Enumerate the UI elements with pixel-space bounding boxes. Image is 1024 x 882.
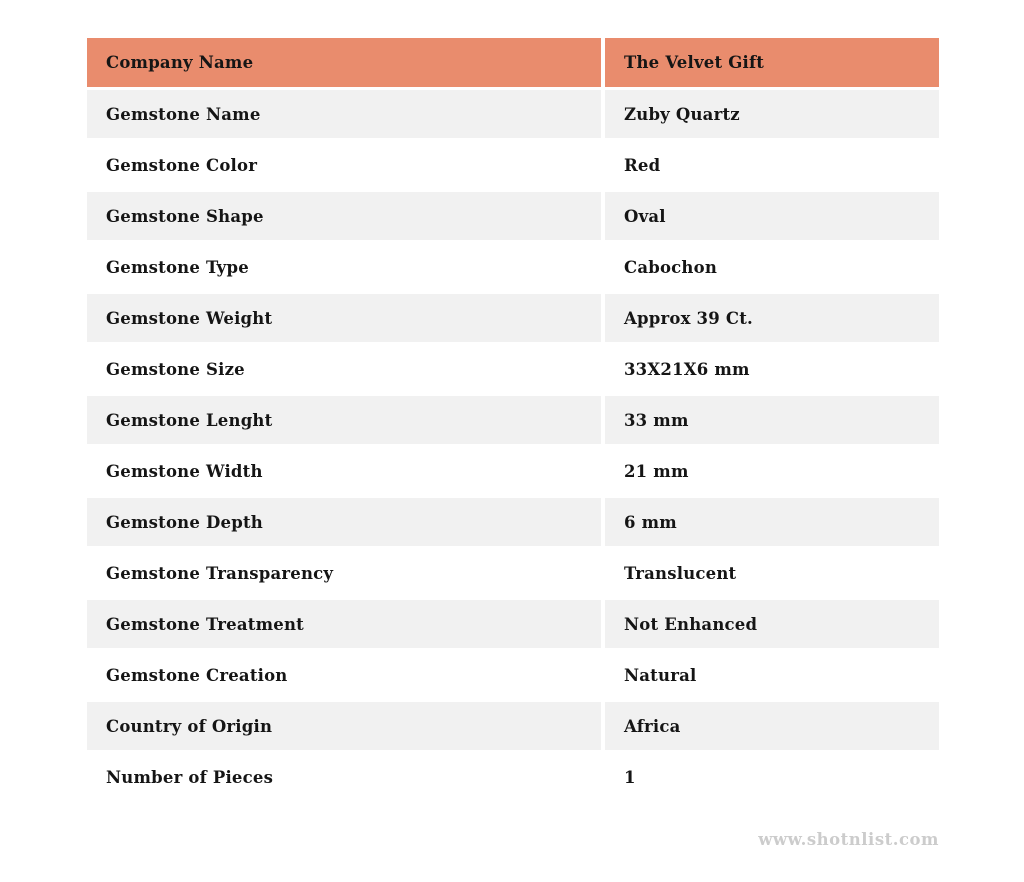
row-label-cell: Gemstone Depth <box>106 512 263 532</box>
row-label-cell: Number of Pieces <box>106 767 274 787</box>
table-row <box>87 294 939 342</box>
row-value-cell: Red <box>601 141 939 189</box>
table-row <box>87 600 939 648</box>
row-label-cell: Gemstone Size <box>106 359 245 379</box>
row-label-cell: Gemstone Width <box>106 461 263 481</box>
row-value-cell: Approx 39 Ct. <box>601 294 939 342</box>
row-value-cell: 21 mm <box>601 447 939 495</box>
row-label-cell: Country of Origin <box>106 716 273 736</box>
row-label-cell: Gemstone Weight <box>106 308 273 328</box>
table-row <box>87 447 939 495</box>
watermark-text: www.shotnlist.com <box>758 830 939 849</box>
row-value-cell: Africa <box>601 702 939 750</box>
table-row <box>87 702 939 750</box>
row-value-cell: Zuby Quartz <box>601 90 939 138</box>
table-row <box>87 498 939 546</box>
table-row <box>87 549 939 597</box>
header-value-cell: The Velvet Gift <box>601 38 939 87</box>
row-label-cell: Gemstone Shape <box>106 206 264 226</box>
header-label-cell: Company Name <box>106 53 254 72</box>
table-row <box>87 141 939 189</box>
table-row <box>87 651 939 699</box>
table-row <box>87 345 939 393</box>
table-row <box>87 396 939 444</box>
row-value-cell: Not Enhanced <box>601 600 939 648</box>
row-label-cell: Gemstone Name <box>106 104 261 124</box>
row-label-cell: Gemstone Creation <box>106 665 288 685</box>
row-value-cell: 1 <box>601 753 939 801</box>
row-label-cell: Gemstone Transparency <box>106 563 334 583</box>
row-label-cell: Gemstone Lenght <box>106 410 273 430</box>
row-value-cell: 6 mm <box>601 498 939 546</box>
table-header-row <box>87 38 939 87</box>
table-row <box>87 753 939 801</box>
row-value-cell: Oval <box>601 192 939 240</box>
row-value-cell: Translucent <box>601 549 939 597</box>
row-label-cell: Gemstone Treatment <box>106 614 304 634</box>
table-row <box>87 243 939 291</box>
row-value-cell: 33X21X6 mm <box>601 345 939 393</box>
row-value-cell: 33 mm <box>601 396 939 444</box>
table-row <box>87 192 939 240</box>
row-label-cell: Gemstone Type <box>106 257 249 277</box>
gemstone-spec-table <box>87 38 939 804</box>
table-row <box>87 90 939 138</box>
row-value-cell: Cabochon <box>601 243 939 291</box>
row-label-cell: Gemstone Color <box>106 155 258 175</box>
row-value-cell: Natural <box>601 651 939 699</box>
